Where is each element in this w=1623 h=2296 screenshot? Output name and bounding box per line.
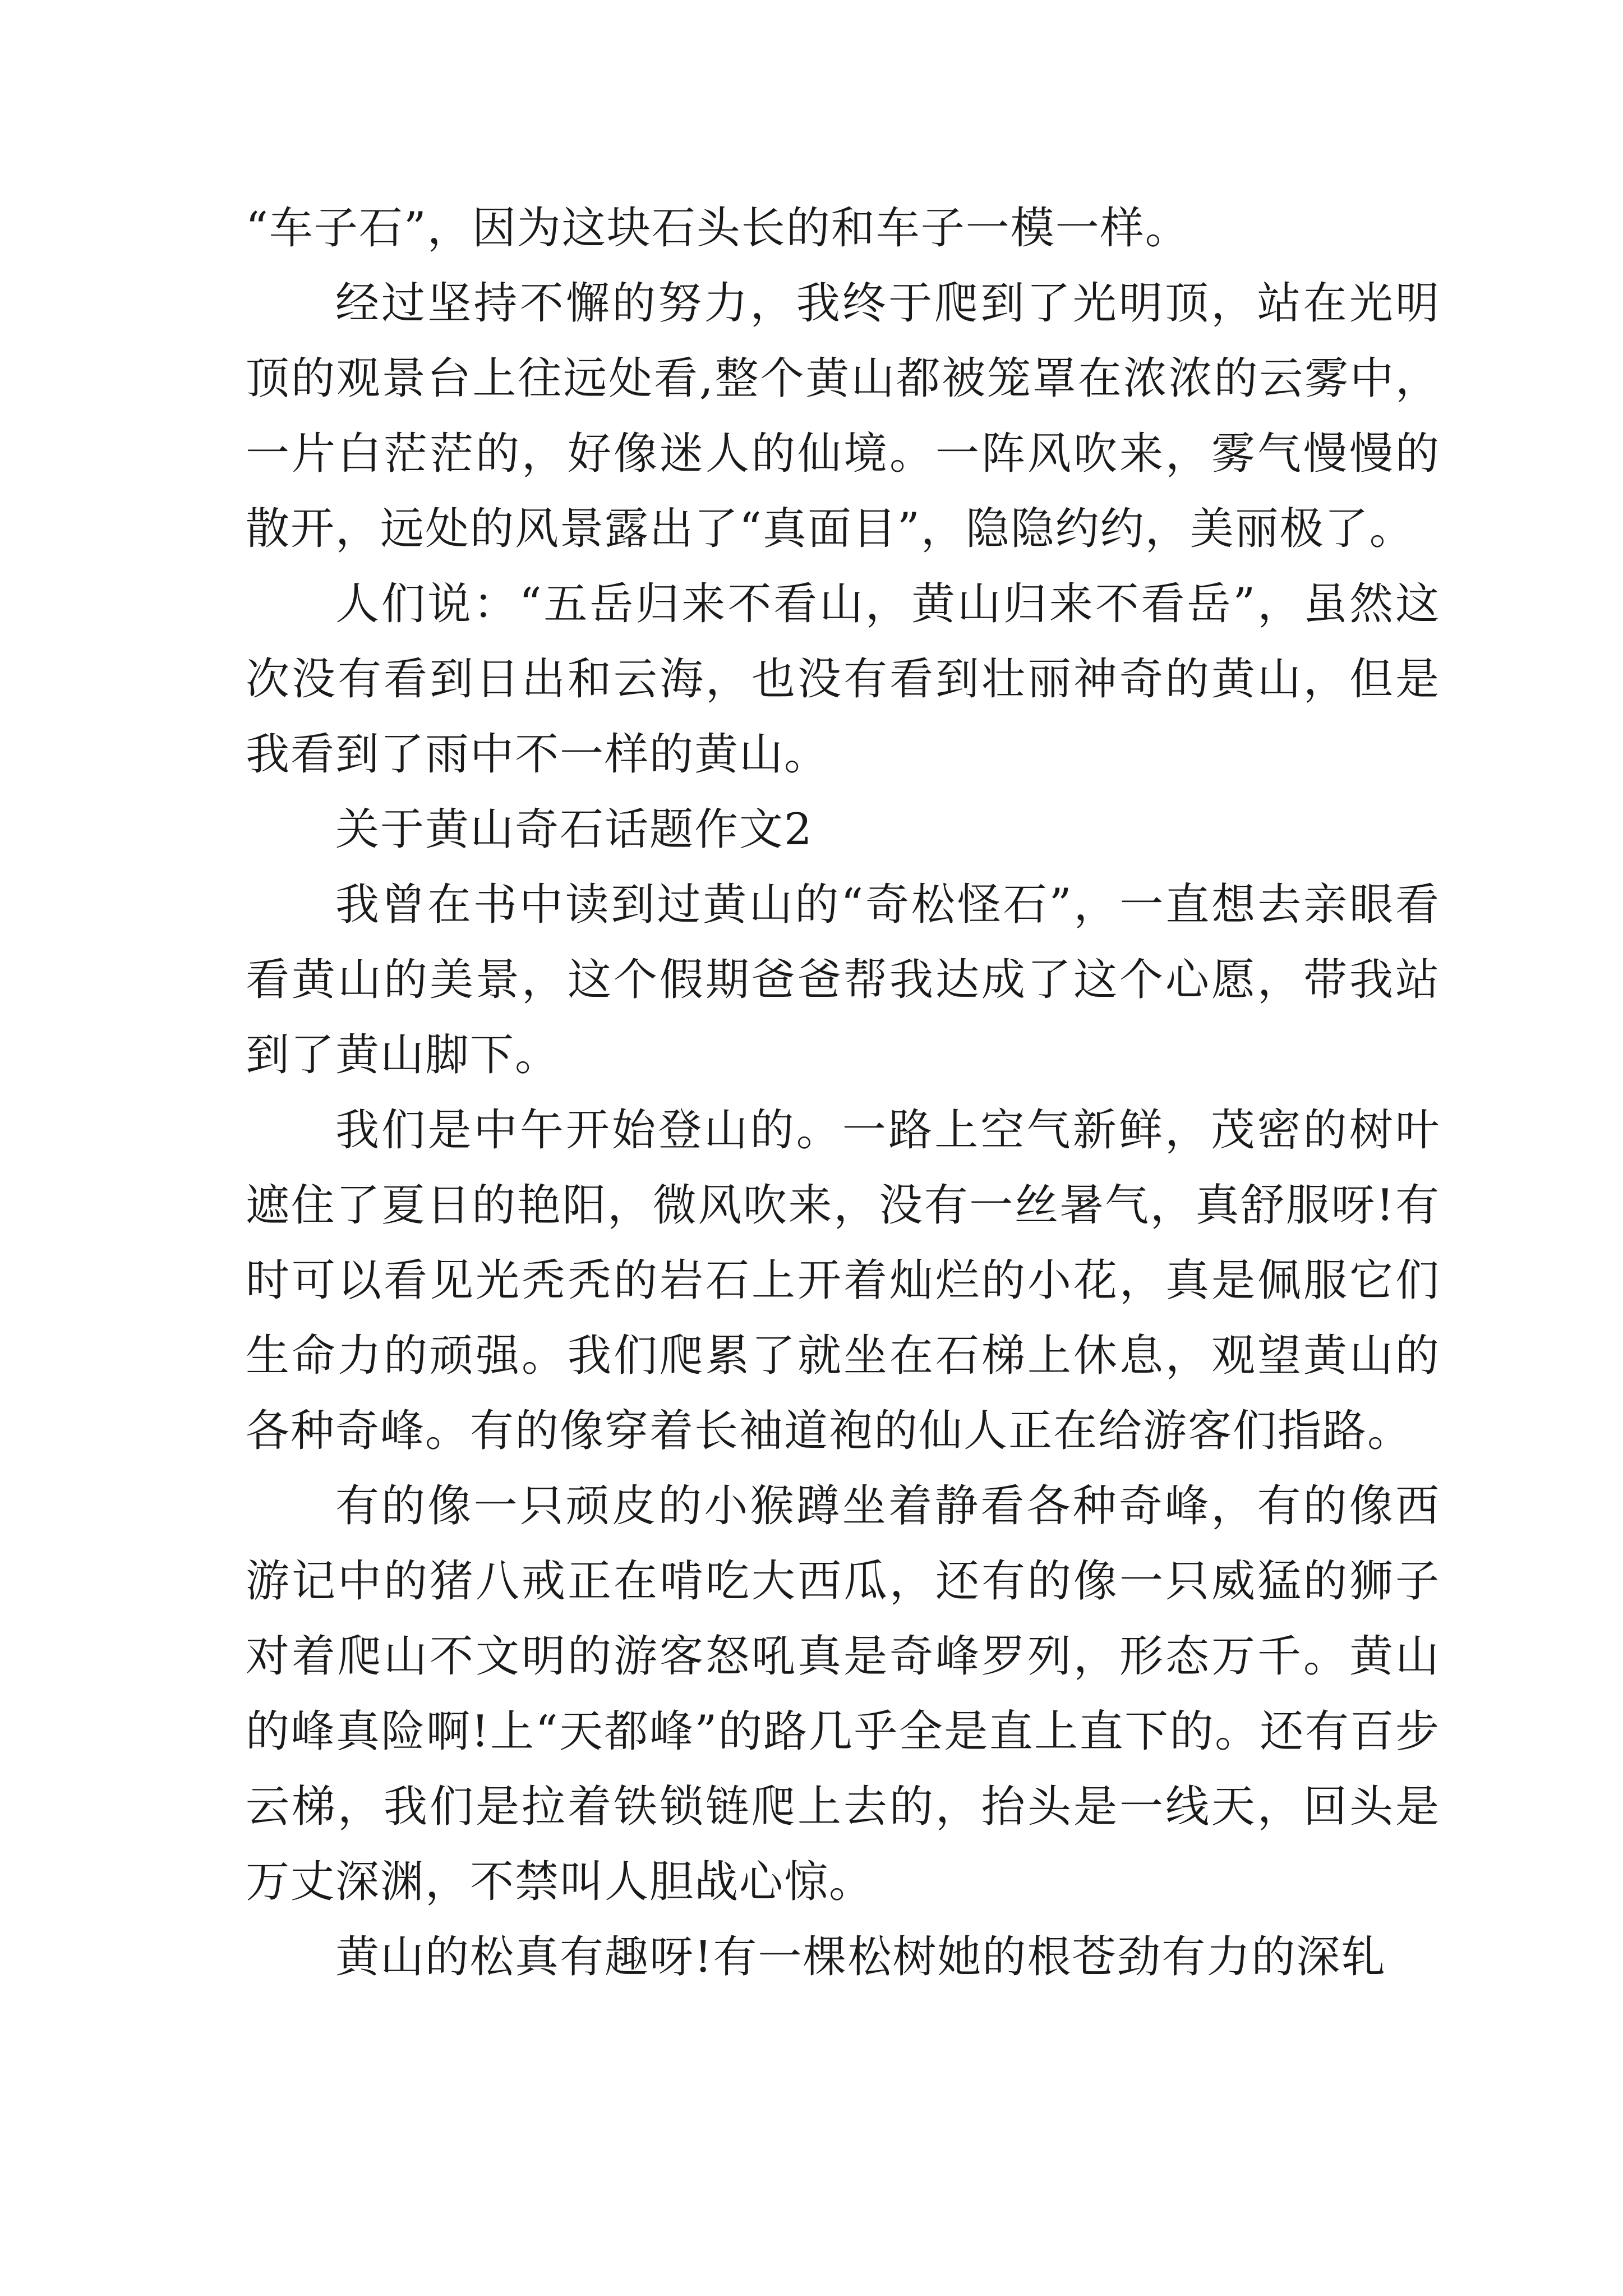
paragraph-wuyue-saying: 人们说：“五岳归来不看山，黄山归来不看岳”，虽然这次没有看到日出和云海，也没有看到壮丽神奇的黄山，但是我看到了雨中不一样的黄山。 bbox=[246, 579, 1440, 780]
paragraph-continuation: “车子石”，因为这块石头长的和车子一模一样。 bbox=[246, 203, 1190, 254]
paragraph-guangmingding: 经过坚持不懈的努力，我终于爬到了光明顶，站在光明顶的观景台上往远处看,整个黄山都被笼罩在浓浓的云雾中，一片白茫茫的，好像迷人的仙境。一阵风吹来，雾气慢慢的散开，远处的风景露出了“真面目”，隐隐约约，美丽极了。 bbox=[246, 278, 1440, 554]
essay-heading: 关于黄山奇石话题作文2 bbox=[335, 804, 813, 855]
paragraph-peaks: 有的像一只顽皮的小猴蹲坐着静看各种奇峰，有的像西游记中的猪八戒正在啃吃大西瓜，还有的像一只威猛的狮子对着爬山不文明的游客怒吼真是奇峰罗列，形态万千。黄山的峰真险啊!上“天都峰”的路几乎全是直上直下的。还有百步云梯，我们是拉着铁锁链爬上去的，抬头是一线天，回头是万丈深渊，不禁叫人胆战心惊。 bbox=[246, 1481, 1440, 1907]
paragraph-climbing: 我们是中午开始登山的。一路上空气新鲜，茂密的树叶遮住了夏日的艳阳，微风吹来，没有一丝暑气，真舒服呀!有时可以看见光秃秃的岩石上开着灿烂的小花，真是佩服它们生命力的顽强。我们爬累了就坐在石梯上休息，观望黄山的各种奇峰。有的像穿着长袖道袍的仙人正在给游客们指路。 bbox=[246, 1105, 1440, 1456]
paragraph-pines: 黄山的松真有趣呀!有一棵松树她的根苍劲有力的深轧 bbox=[335, 1932, 1386, 1982]
essay-text bbox=[246, 191, 1440, 1995]
paragraph-book-reading: 我曾在书中读到过黄山的“奇松怪石”，一直想去亲眼看看黄山的美景，这个假期爸爸帮我达成了这个心愿，带我站到了黄山脚下。 bbox=[246, 880, 1440, 1080]
